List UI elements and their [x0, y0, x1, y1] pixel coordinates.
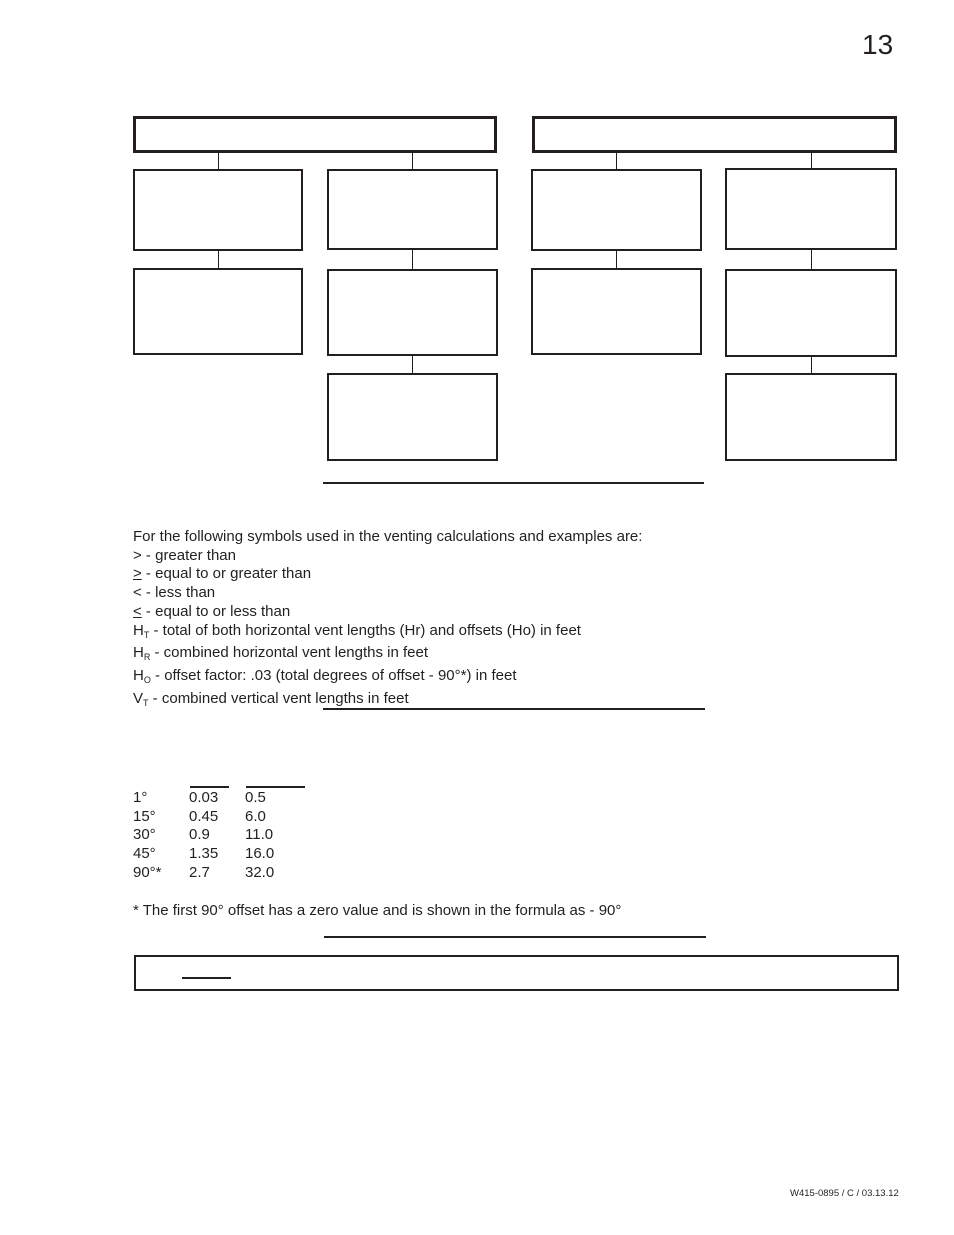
- symbol-item: [133, 565, 642, 584]
- symbol-glyph: >: [133, 546, 142, 564]
- symbol-description: - combined vertical vent lengths in feet: [148, 689, 409, 707]
- table-cell: 0.45: [189, 807, 219, 825]
- table-cell: 45°: [133, 845, 156, 863]
- flowchart-box: [725, 168, 897, 250]
- table-cell: 6.0: [245, 807, 266, 825]
- bottom-frame-box: [134, 955, 899, 991]
- symbols-intro: For the following symbols used in the venting calculations and examples are:: [133, 528, 643, 545]
- table-cell: 2.7: [189, 863, 210, 881]
- connector: [412, 356, 413, 374]
- symbol-item: [133, 667, 642, 690]
- symbol-glyph: H: [133, 621, 144, 639]
- offset-table: [133, 789, 305, 883]
- symbol-glyph: H: [133, 644, 144, 662]
- flowchart-box: [531, 169, 702, 251]
- table-cell: 0.9: [189, 826, 210, 844]
- offset-footnote: * The first 90° offset has a zero value and is shown in the formula as - 90°: [133, 902, 622, 919]
- table-column-header-line: [246, 786, 305, 788]
- table-cell: 1.35: [189, 845, 219, 863]
- table-row: [133, 826, 305, 845]
- flowchart-box: [327, 269, 498, 356]
- table-cell: 15°: [133, 807, 156, 825]
- symbol-description: - offset factor: .03 (total degrees of offset - 90°*) in feet: [150, 666, 517, 684]
- symbol-item: [133, 622, 642, 645]
- table-cell: 11.0: [245, 826, 274, 844]
- table-cell: 90°*: [133, 863, 162, 881]
- connector: [412, 250, 413, 269]
- table-row: [133, 789, 305, 808]
- table-cell: 0.5: [245, 789, 266, 806]
- bottom-frame-underline: [182, 977, 231, 979]
- flowchart-box: [327, 373, 498, 461]
- connector: [811, 357, 812, 374]
- section-divider: [323, 708, 705, 710]
- symbol-description: - equal to or greater than: [141, 565, 312, 583]
- symbol-description: - less than: [141, 584, 216, 602]
- connector: [218, 153, 219, 170]
- symbol-glyph: <: [133, 584, 142, 602]
- page-number: 13: [862, 29, 894, 60]
- symbol-item: [133, 584, 642, 603]
- connector: [811, 250, 812, 269]
- table-row: [133, 864, 305, 883]
- table-row: [133, 808, 305, 827]
- connector: [218, 251, 219, 269]
- flowchart-left-header-box: [133, 116, 497, 153]
- connector: [616, 251, 617, 269]
- table-cell: 1°: [133, 789, 148, 806]
- table-row: [133, 845, 305, 864]
- connector: [616, 153, 617, 170]
- flowchart-box: [531, 268, 702, 355]
- symbol-item: [133, 644, 642, 667]
- symbol-description: - total of both horizontal vent lengths (Hr) and offsets (Ho) in feet: [149, 621, 581, 639]
- symbol-subscript: R: [143, 652, 151, 663]
- flowchart-right-header-box: [532, 116, 897, 153]
- symbol-glyph: V: [133, 689, 144, 707]
- symbol-subscript: T: [143, 629, 150, 640]
- table-cell: 30°: [133, 826, 156, 844]
- flowchart-box: [725, 269, 897, 357]
- symbol-item: [133, 603, 642, 622]
- connector: [811, 153, 812, 169]
- symbol-description: - combined horizontal vent lengths in feet: [150, 644, 429, 662]
- section-divider: [323, 482, 704, 484]
- flowchart-box: [133, 169, 303, 251]
- table-cell: 0.03: [189, 789, 219, 806]
- table-cell: 32.0: [245, 863, 275, 881]
- section-divider: [324, 936, 706, 938]
- symbol-description: - greater than: [141, 546, 236, 564]
- table-cell: 16.0: [245, 845, 275, 863]
- symbol-subscript: T: [143, 697, 149, 708]
- document-id: W415-0895 / C / 03.13.12: [790, 1188, 899, 1199]
- symbol-subscript: O: [143, 674, 151, 685]
- symbol-glyph: H: [133, 666, 144, 684]
- symbol-glyph: <: [133, 602, 142, 620]
- symbol-description: - equal to or less than: [141, 602, 291, 620]
- symbols-legend: [133, 528, 642, 712]
- flowchart-box: [327, 169, 498, 250]
- flowchart-box: [133, 268, 303, 355]
- symbol-glyph: >: [133, 565, 142, 583]
- flowchart-box: [725, 373, 897, 461]
- symbol-list: [133, 547, 642, 713]
- symbol-item: [133, 547, 642, 566]
- table-column-header-line: [190, 786, 229, 788]
- connector: [412, 153, 413, 170]
